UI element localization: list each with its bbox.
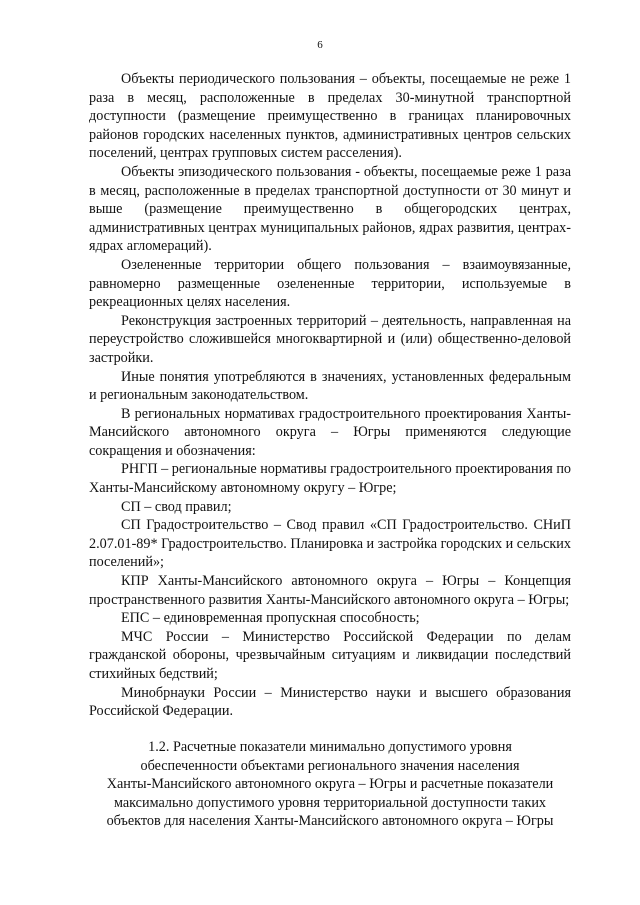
abbreviation-sp: СП – свод правил;	[121, 498, 232, 515]
paragraph-reconstruction: Реконструкция застроенных территорий – деятельность, направленная на переустройство сложившейся многоквартирной и (или) общественно-деловой застройки.	[89, 312, 571, 366]
paragraph-episodic-objects: Объекты эпизодического пользования - объекты, посещаемые реже 1 раза в месяц, расположенные в пределах транспортной доступности от 30 минут и выше (размещение преимущественно в общегородских центрах, административных центрах муниципальных районов, ядрах развития, центрах-ядрах агломераций).	[89, 163, 571, 255]
body-text	[89, 70, 571, 721]
section-heading-line: обеспеченности объектами регионального значения населения	[140, 757, 520, 774]
abbreviation-minobrnauki: Минобрнауки России – Министерство науки и высшего образования Российской Федерации.	[89, 684, 571, 720]
paragraph-green-areas: Озелененные территории общего пользования – взаимоувязанные, равномерно размещенные озелененные территории, используемые в рекреационных целях населения.	[89, 256, 571, 311]
paragraph-periodic-objects: Объекты периодического пользования – объекты, посещаемые не реже 1 раза в месяц, расположенные в пределах 30-минутной транспортной доступности (размещение преимущественно в границах планировочных районов городских населенных пунктов, административных центров сельских поселений, центрах групповых систем расселения).	[89, 71, 571, 162]
abbreviation-eps: ЕПС – единовременная пропускная способность;	[121, 610, 420, 627]
abbreviation-kpr: КПР Ханты-Мансийского автономного округа – Югры – Концепция пространственного развития Ханты-Мансийского автономного округа – Югры;	[89, 573, 571, 608]
section-heading-line: объектов для населения Ханты-Мансийского автономного округа – Югры	[106, 813, 554, 830]
section-heading-line: 1.2. Расчетные показатели минимально допустимого уровня	[148, 739, 512, 755]
paragraph-abbreviations-intro: В региональных нормативах градостроительного проектирования Ханты-Мансийского автономного округа – Югры применяются следующие сокращения и обозначения:	[89, 405, 571, 459]
abbreviation-rngp: РНГП – региональные нормативы градостроительного проектирования по Ханты-Мансийскому автономному округу – Югре;	[89, 461, 572, 497]
section-heading-line: Ханты-Мансийского автономного округа – Югры и расчетные показатели	[106, 776, 554, 793]
section-heading-line: максимально допустимого уровня территориальной доступности таких	[113, 794, 547, 811]
section-heading	[89, 738, 571, 831]
abbreviation-mchs: МЧС России – Министерство Российской Федерации по делам гражданской обороны, чрезвычайным ситуациям и ликвидации последствий стихийных бедствий;	[89, 628, 571, 682]
page-number: 6	[317, 39, 323, 51]
paragraph-other-terms: Иные понятия употребляются в значениях, установленных федеральным и региональным законодательством.	[89, 368, 571, 404]
abbreviation-sp-urban-planning: СП Градостроительство – Свод правил «СП Градостроительство. СНиП 2.07.01-89* Градостроительство. Планировка и застройка городских и сельских поселений»;	[89, 517, 571, 571]
